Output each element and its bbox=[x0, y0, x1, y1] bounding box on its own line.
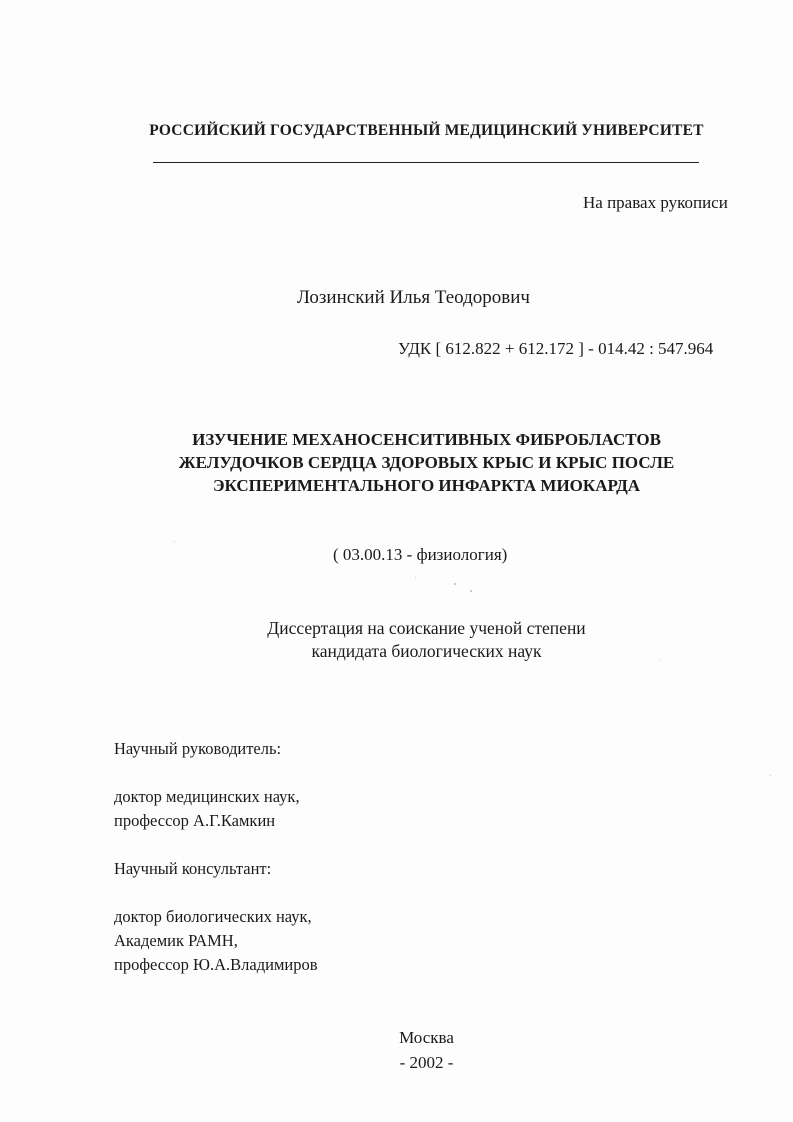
dissertation-title bbox=[0, 428, 793, 497]
degree-line: Диссертация на соискание ученой степени bbox=[267, 618, 586, 638]
udc-code: УДК [ 612.822 + 612.172 ] - 014.42 : 547.964 bbox=[398, 339, 714, 358]
specialty-code: ( 03.00.13 - физиология) bbox=[333, 545, 508, 564]
place-and-year bbox=[0, 1025, 793, 1075]
author-name: Лозинский Илья Теодорович bbox=[297, 287, 530, 308]
consultant-line: доктор биологических наук, bbox=[114, 907, 312, 926]
supervisor-heading: Научный руководитель: bbox=[114, 739, 282, 758]
consultant-line: Академик РАМН, bbox=[114, 931, 238, 950]
scan-speck bbox=[454, 583, 456, 585]
consultant-details bbox=[114, 905, 318, 977]
supervisor-details bbox=[114, 785, 300, 833]
supervisor-line: доктор медицинских наук, bbox=[114, 787, 300, 806]
title-line: ЭКСПЕРИМЕНТАЛЬНОГО ИНФАРКТА МИОКАРДА bbox=[212, 476, 641, 495]
degree-line: кандидата биологических наук bbox=[311, 641, 542, 661]
manuscript-rights-note: На правах рукописи bbox=[583, 193, 728, 212]
scan-speck bbox=[660, 660, 661, 661]
scan-speck bbox=[174, 541, 175, 542]
header-divider bbox=[153, 162, 699, 163]
degree-statement bbox=[0, 617, 793, 663]
consultant-heading: Научный консультант: bbox=[114, 859, 272, 878]
scan-speck bbox=[770, 775, 771, 776]
year: - 2002 - bbox=[399, 1053, 454, 1072]
scan-speck bbox=[470, 590, 472, 592]
scan-speck bbox=[415, 577, 416, 578]
city-name: Москва bbox=[399, 1028, 454, 1047]
title-line: ИЗУЧЕНИЕ МЕХАНОСЕНСИТИВНЫХ ФИБРОБЛАСТОВ bbox=[192, 430, 661, 449]
supervisor-line: профессор А.Г.Камкин bbox=[114, 811, 276, 830]
university-name: РОССИЙСКИЙ ГОСУДАРСТВЕННЫЙ МЕДИЦИНСКИЙ УНИВЕРСИТЕТ bbox=[149, 122, 704, 139]
consultant-line: профессор Ю.А.Владимиров bbox=[114, 955, 318, 974]
title-line: ЖЕЛУДОЧКОВ СЕРДЦА ЗДОРОВЫХ КРЫС И КРЫС ПОСЛЕ bbox=[178, 453, 675, 472]
